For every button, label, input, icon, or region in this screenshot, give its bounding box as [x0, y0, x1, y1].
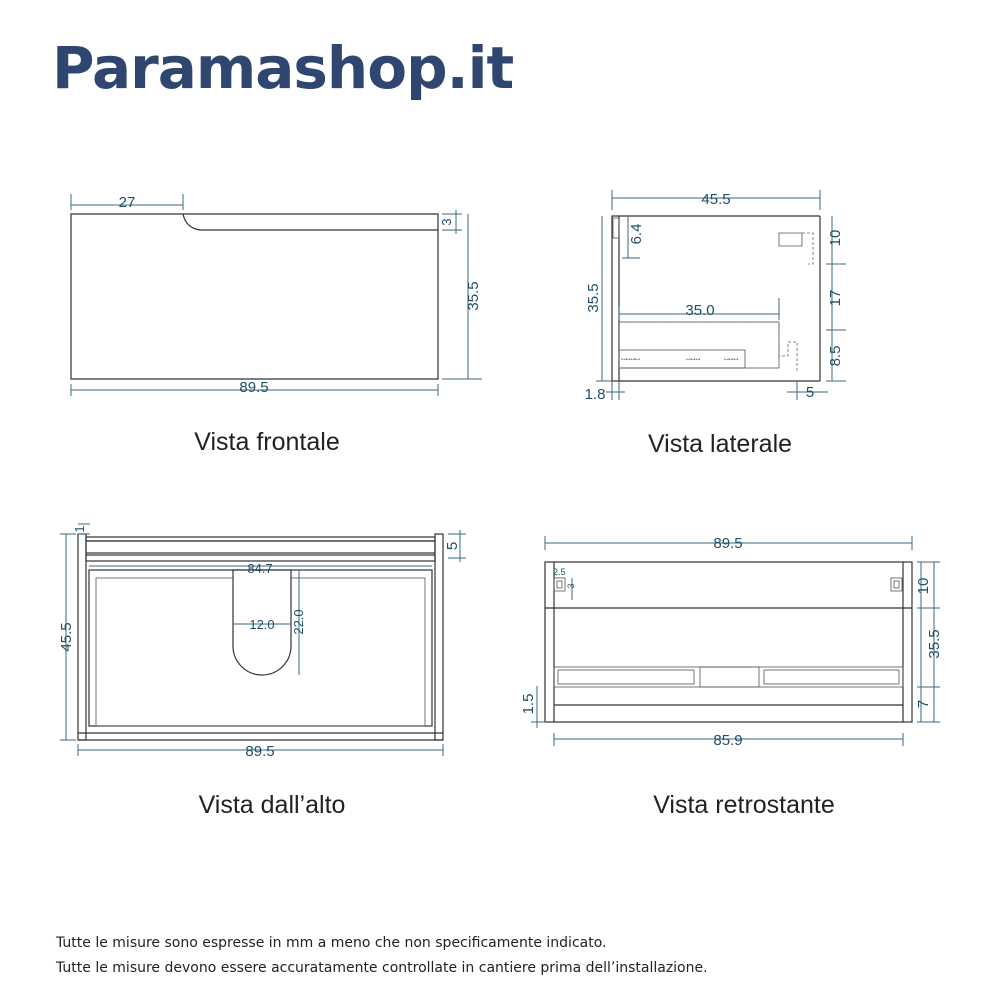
side-dim-panel: 1.8	[584, 386, 606, 403]
front-dim-top-cut: 27	[118, 194, 136, 211]
side-dim-drawer: 35.0	[685, 302, 715, 319]
back-view-drawing	[520, 535, 943, 749]
top-dim-back: 5	[444, 541, 461, 551]
top-dim-cut-depth: 22.0	[291, 609, 306, 635]
side-dim-low: 8.5	[827, 345, 844, 367]
top-dim-depth: 45.5	[58, 622, 75, 652]
back-dim-height: 35.5	[926, 629, 943, 659]
top-dim-inner: 84.7	[247, 561, 273, 576]
back-view-caption: Vista retrostante	[653, 791, 835, 819]
back-dim-hook-height: 3	[566, 583, 576, 589]
top-dim-cut-width: 12.0	[249, 617, 275, 632]
back-dim-bottom: 7	[915, 699, 932, 709]
side-view-caption: Vista laterale	[647, 430, 793, 458]
back-dim-hook-width: 2.5	[553, 567, 566, 577]
svg-text:᎑᎑᎑: ᎑᎑᎑	[686, 352, 700, 362]
front-dim-height: 35.5	[465, 281, 482, 311]
footer-note-2: Tutte le misure devono essere accuratamente controllate in cantiere prima dell’installazione.	[56, 960, 708, 976]
side-dim-depth: 45.5	[701, 191, 731, 208]
front-view-caption: Vista frontale	[194, 428, 340, 456]
back-dim-top: 10	[915, 577, 932, 595]
front-view-drawing	[71, 194, 482, 396]
brand-logo: Paramashop.it	[52, 34, 514, 102]
top-dim-width: 89.5	[245, 743, 275, 760]
side-dim-height: 35.5	[585, 283, 602, 313]
footer-note-1: Tutte le misure sono espresse in mm a meno che non specificamente indicato.	[56, 935, 607, 951]
svg-text:᎑᎑᎑᎑: ᎑᎑᎑᎑	[621, 352, 640, 362]
side-dim-mid: 17	[827, 289, 844, 307]
back-dim-width: 89.5	[713, 535, 743, 552]
back-dim-inner: 85.9	[713, 732, 743, 749]
front-dim-width: 89.5	[239, 379, 269, 396]
svg-text:᎑᎑᎑: ᎑᎑᎑	[724, 352, 738, 362]
top-view-caption: Vista dall’alto	[198, 791, 346, 819]
side-dim-back: 5	[805, 384, 815, 401]
top-view-drawing	[58, 524, 466, 760]
front-dim-top-rim: 3	[439, 218, 454, 226]
top-dim-edge: 1	[72, 525, 87, 533]
back-dim-foot: 1.5	[520, 693, 537, 715]
side-dim-drain: 10	[827, 229, 844, 247]
side-dim-siphon: 6.4	[628, 223, 645, 245]
side-view-drawing	[585, 190, 846, 403]
